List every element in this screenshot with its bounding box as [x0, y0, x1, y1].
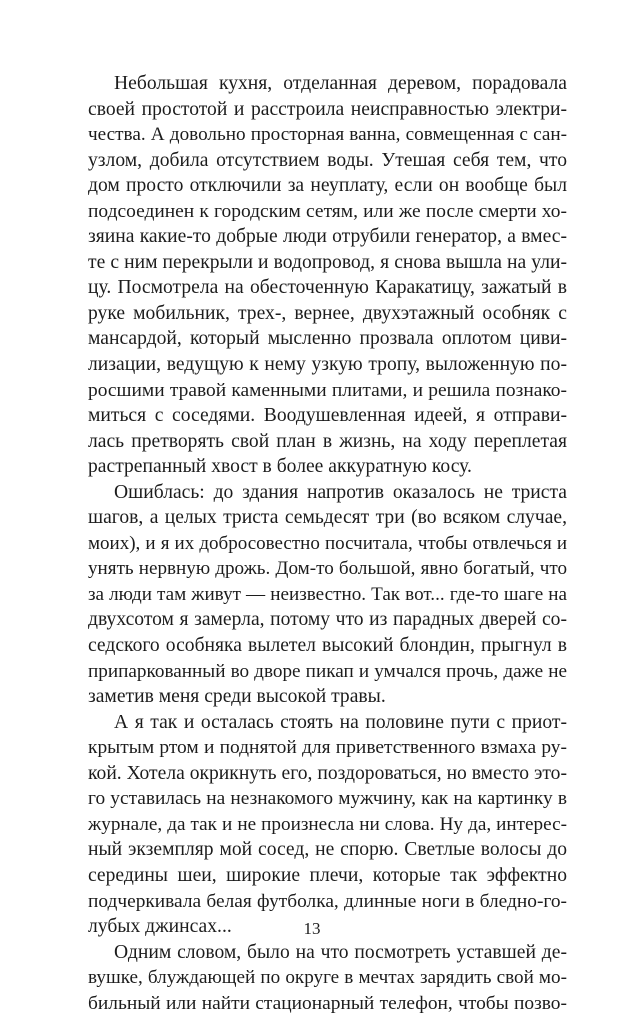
text-line: за люди там живут — неизвестно. Так вот... где-то шаге на — [88, 583, 567, 605]
text-line: журнале, да так и не произнесла ни слова. Ну да, интерес- — [88, 813, 567, 835]
text-line: моих), и я их добросовестно посчитала, чтобы отвлечься и — [88, 532, 567, 554]
text-line: узлом, добила отсутствием воды. Утешая себя тем, что — [88, 149, 567, 171]
text-line: дом просто отключили за неуплату, если он вообще был — [88, 175, 567, 197]
text-line: середины шеи, широкие плечи, которые так эффектно — [88, 864, 567, 886]
text-line: растрепанный хвост в более аккуратную косу. — [88, 456, 472, 478]
text-line: бильный или найти стационарный телефон, чтобы позво- — [88, 992, 567, 1014]
text-line: ный экземпляр мой сосед, не спорю. Светлые волосы до — [88, 839, 567, 861]
text-line: припаркованный во дворе пикап и умчался прочь, даже не — [88, 660, 567, 682]
text-line: своей простотой и расстроила неисправностью электри- — [88, 98, 567, 120]
text-line: зяина какие-то добрые люди отрубили генератор, а вмес- — [88, 226, 567, 248]
text-line: руке мобильник, трех-, вернее, двухэтажный особняк с — [88, 302, 567, 324]
paragraph-2 — [88, 480, 567, 710]
text-line: подчеркивала белая футболка, длинные ноги в бледно-го- — [88, 890, 567, 912]
paragraph-4 — [88, 940, 567, 1016]
paragraph-1 — [88, 71, 567, 480]
text-line: вушке, блуждающей по округе в мечтах зарядить свой мо- — [88, 967, 567, 989]
text-line: седского особняка вылетел высокий блондин, прыгнул в — [88, 635, 567, 657]
text-line: те с ним перекрыли и водопровод, я снова вышла на ули- — [88, 251, 567, 273]
text-line: унять нервную дрожь. Дом-то большой, явно богатый, что — [88, 558, 567, 580]
text-line: лизации, ведущую к нему узкую тропу, выложенную по- — [88, 354, 567, 376]
text-line: Ошиблась: до здания напротив оказалось не триста — [114, 481, 567, 503]
body-text — [88, 71, 567, 1016]
text-line: двухсотом я замерла, потому что из парадных дверей со- — [88, 609, 567, 631]
text-line: кой. Хотела окрикнуть его, поздороваться, но вместо это- — [88, 762, 567, 784]
text-line: миться с соседями. Воодушевленная идеей, я отправи- — [88, 405, 567, 427]
text-line: чества. А довольно просторная ванна, совмещенная с сан- — [88, 124, 567, 146]
text-line: заметив меня среди высокой травы. — [88, 686, 386, 708]
text-line: подсоединен к городским сетям, или же после смерти хо- — [88, 200, 567, 222]
text-line: росшими травой каменными плитами, и решила познако- — [88, 379, 567, 401]
text-line: Одним словом, было на что посмотреть уставшей де- — [114, 941, 567, 963]
text-line: лубых джинсах... — [88, 916, 232, 938]
text-line: лась претворять свой план в жизнь, на ходу переплетая — [88, 430, 567, 452]
page-number: 13 — [303, 919, 321, 938]
text-line: шагов, а целых триста семьдесят три (во всяком случае, — [88, 507, 567, 529]
text-line: Небольшая кухня, отделанная деревом, порадовала — [114, 73, 567, 94]
text-line: мансардой, который мысленно прозвала оплотом циви- — [88, 328, 567, 350]
paragraph-3 — [88, 710, 567, 940]
text-line: А я так и осталась стоять на половине пути с приот- — [114, 711, 567, 733]
text-line: крытым ртом и поднятой для приветственного взмаха ру- — [88, 737, 567, 759]
text-line: цу. Посмотрела на обесточенную Каракатицу, зажатый в — [88, 277, 567, 299]
text-line: го уставилась на незнакомого мужчину, как на картинку в — [88, 788, 567, 810]
